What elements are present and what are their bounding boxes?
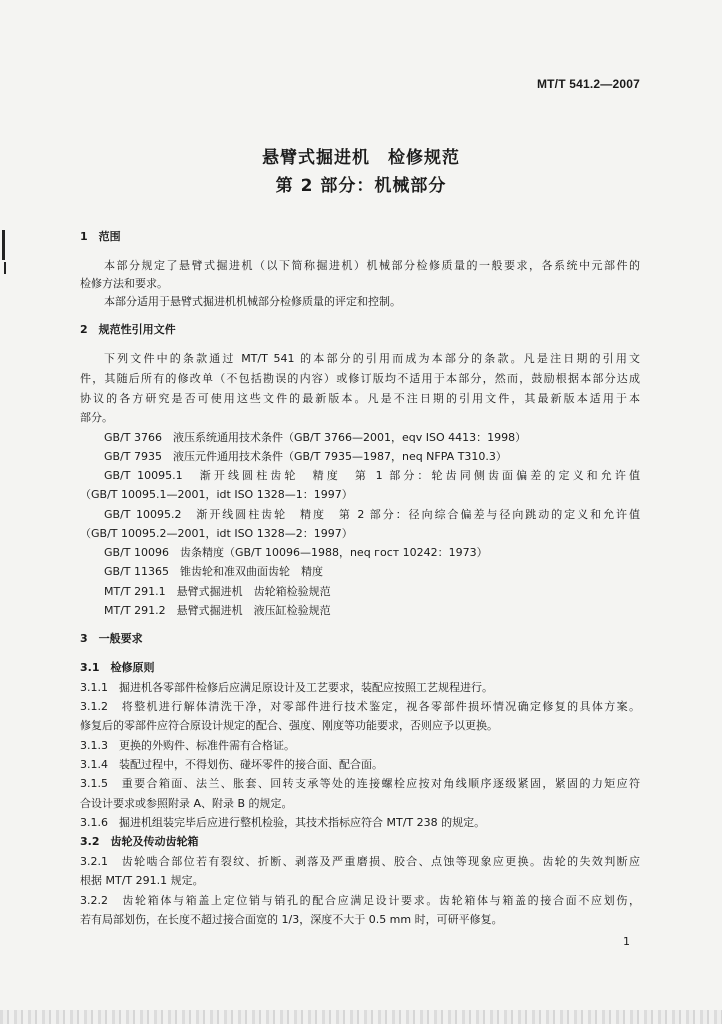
- reference-item: GB/T 11365 锥齿轮和准双曲面齿轮 精度: [104, 565, 323, 578]
- reference-item: GB/T 10095.1 渐开线圆柱齿轮 精度 第 1 部分：轮齿同侧齿面偏差的定义和允许值: [104, 469, 640, 482]
- clause-line: 3.1.4 装配过程中，不得划伤、碰坏零件的接合面、配合面。: [80, 758, 383, 771]
- reference-item: GB/T 7935 液压元件通用技术条件（GB/T 7935—1987，neq NFPA T310.3）: [104, 450, 507, 463]
- reference-item-continued: （GB/T 10095.2—2001，idt ISO 1328—2：1997）: [80, 527, 353, 540]
- page-number: 1: [623, 935, 630, 948]
- subsection-heading: 3.2 齿轮及传动齿轮箱: [80, 835, 199, 848]
- paragraph-line: 件，其随后所有的修改单（不包括勘误的内容）或修订版均不适用于本部分，然而，鼓励根据本部分达成: [80, 372, 640, 385]
- doc-title: 悬臂式掘进机 检修规范: [262, 148, 460, 168]
- clause-line: 根据 MT/T 291.1 规定。: [80, 874, 204, 887]
- subsection-heading: 3.1 检修原则: [80, 661, 155, 674]
- paragraph-line: 检修方法和要求。: [80, 277, 168, 290]
- clause-line: 3.1.3 更换的外购件、标准件需有合格证。: [80, 739, 295, 752]
- clause-line: 3.2.2 齿轮箱体与箱盖上定位销与销孔的配合应满足设计要求。齿轮箱体与箱盖的接合面不应划伤，: [80, 894, 640, 907]
- reference-item: MT/T 291.2 悬臂式掘进机 液压缸检验规范: [104, 604, 331, 617]
- clause-line: 3.1.6 掘进机组装完毕后应进行整机检验，其技术指标应符合 MT/T 238 的规定。: [80, 816, 486, 829]
- reference-item-continued: （GB/T 10095.1—2001，idt ISO 1328—1：1997）: [80, 488, 353, 501]
- scan-edge-mark: [2, 230, 5, 260]
- standard-code: MT/T 541.2—2007: [536, 77, 640, 91]
- clause-line: 3.2.1 齿轮啮合部位若有裂纹、折断、剥落及严重磨损、胶合、点蚀等现象应更换。齿轮的失效判断应: [80, 855, 640, 868]
- reference-item: GB/T 3766 液压系统通用技术条件（GB/T 3766—2001，eqv ISO 4413：1998）: [104, 431, 527, 444]
- reference-item: GB/T 10096 齿条精度（GB/T 10096—1988，neq гост 10242：1973）: [104, 546, 488, 559]
- paragraph-line: 本部分规定了悬臂式掘进机（以下简称掘进机）机械部分检修质量的一般要求，各系统中元部件的: [104, 259, 640, 272]
- reference-item: GB/T 10095.2 渐开线圆柱齿轮 精度 第 2 部分：径向综合偏差与径向跳动的定义和允许值: [104, 508, 640, 521]
- scan-edge-mark: [4, 262, 6, 274]
- clause-line: 合设计要求或参照附录 A、附录 B 的规定。: [80, 797, 293, 810]
- section-heading-scope: 1 范围: [80, 230, 121, 243]
- clause-line: 若有局部划伤，在长度不超过接合面宽的 1/3，深度不大于 0.5 mm 时，可研平修复。: [80, 913, 503, 926]
- paragraph-line: 协议的各方研究是否可使用这些文件的最新版本。凡是不注日期的引用文件，其最新版本适用于本: [80, 392, 640, 405]
- reference-item: MT/T 291.1 悬臂式掘进机 齿轮箱检验规范: [104, 585, 331, 598]
- paragraph-line: 部分。: [80, 411, 113, 424]
- clause-line: 3.1.5 重要合箱面、法兰、胀套、回转支承等处的连接螺栓应按对角线顺序逐级紧固，紧固的力矩应符: [80, 777, 640, 790]
- clause-line: 修复后的零部件应符合原设计规定的配合、强度、刚度等功能要求，否则应予以更换。: [80, 719, 498, 732]
- doc-subtitle: 第 2 部分：机械部分: [275, 176, 447, 196]
- scan-noise-strip: [0, 1010, 722, 1024]
- paragraph-line: 下列文件中的条款通过 MT/T 541 的本部分的引用而成为本部分的条款。凡是注日期的引用文: [104, 352, 640, 365]
- clause-line: 3.1.2 将整机进行解体清洗干净，对零部件进行技术鉴定，视各零部件损坏情况确定修复的具体方案。: [80, 700, 640, 713]
- paragraph-line: 本部分适用于悬臂式掘进机机械部分检修质量的评定和控制。: [104, 295, 401, 308]
- section-heading-references: 2 规范性引用文件: [80, 323, 176, 336]
- clause-line: 3.1.1 掘进机各零部件检修后应满足原设计及工艺要求，装配应按照工艺规程进行。: [80, 681, 493, 694]
- section-heading-general: 3 一般要求: [80, 632, 143, 645]
